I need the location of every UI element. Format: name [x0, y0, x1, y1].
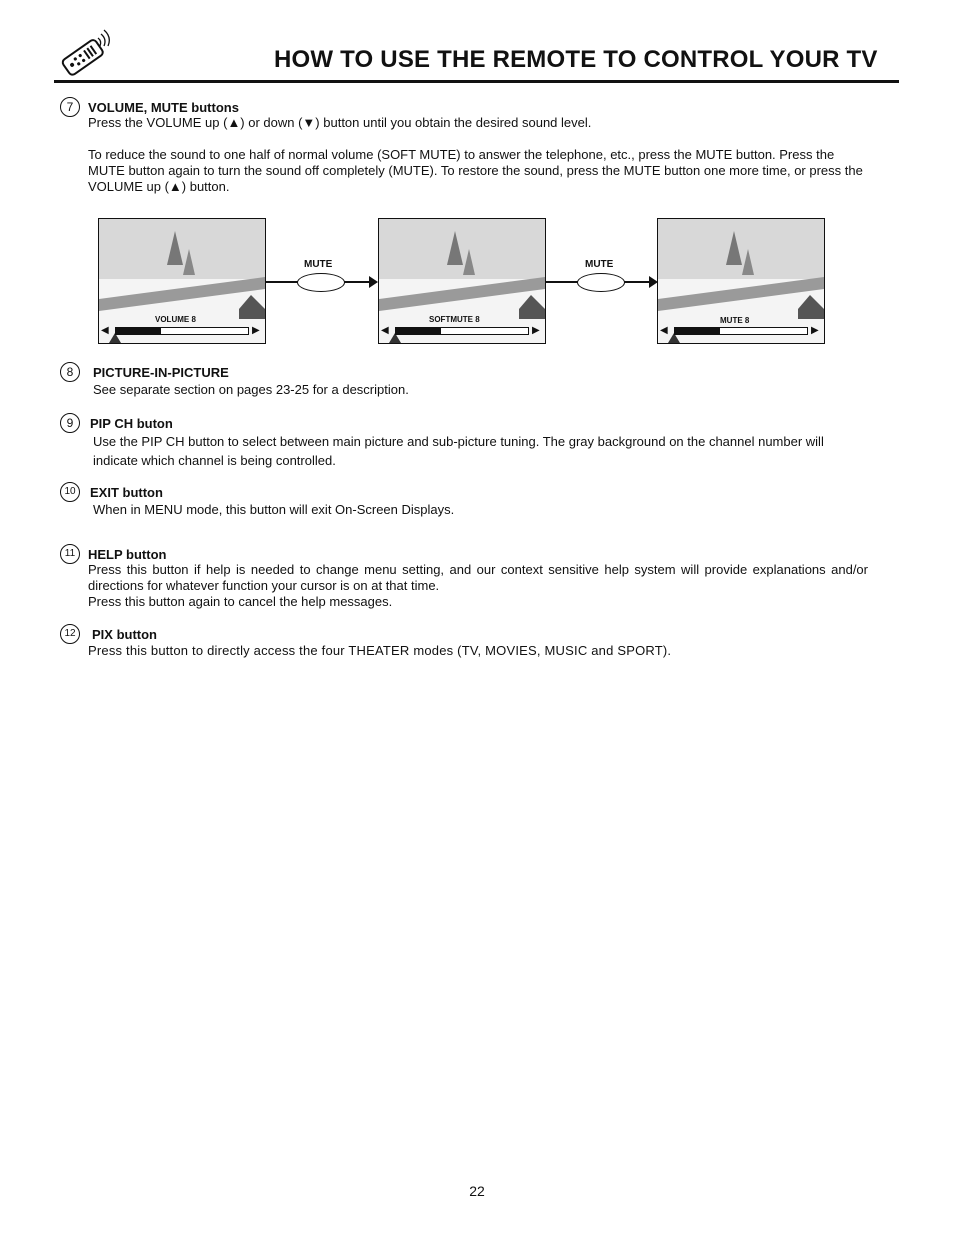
page-header: [54, 26, 899, 84]
osd-label: MUTE 8: [720, 316, 750, 325]
osd-level-fill: [396, 328, 441, 334]
tv-screen-mute: [657, 218, 825, 344]
section-number-badge: 10: [60, 482, 80, 502]
page-title: HOW TO USE THE REMOTE TO CONTROL YOUR TV: [274, 46, 878, 73]
section-body: [88, 115, 870, 195]
header-rule: [54, 80, 899, 83]
section-number-badge: 9: [60, 413, 80, 433]
section-body: [88, 643, 878, 659]
body-line: Press this button if help is needed to change menu setting, and our context sensitive help system will provide explanations and/or directions for whatever function your cursor is on at that time.: [88, 562, 868, 593]
osd-level-bar: [395, 327, 529, 335]
tv-screen-image: [99, 219, 265, 343]
tv-screen-image: [379, 219, 545, 343]
osd-right-arrow-icon: ▶: [252, 325, 260, 336]
osd-level-bar: [115, 327, 249, 335]
body-line: Use the PIP CH button to select between main picture and sub-picture tuning. The gray background on the channel number will indicate which channel is being controlled.: [93, 434, 824, 468]
section-body: [88, 562, 868, 610]
section-body: [93, 382, 873, 398]
section-heading: VOLUME, MUTE buttons: [88, 100, 239, 115]
arrow-head-icon: [369, 276, 378, 288]
osd-label: VOLUME 8: [155, 315, 196, 324]
body-line: When in MENU mode, this button will exit On-Screen Displays.: [93, 502, 455, 517]
section-heading: HELP button: [88, 547, 167, 562]
section-number-badge: 8: [60, 362, 80, 382]
osd-left-arrow-icon: ◀: [101, 325, 109, 336]
body-line: To reduce the sound to one half of normal volume (SOFT MUTE) to answer the telephone, etc., press the MUTE button. Press the MUTE button again to turn the sound off completely (MUTE). To restore the sound, press the MUTE button one more time, or press the VOLUME up (▲) button.: [88, 147, 863, 194]
body-line: See separate section on pages 23-25 for a description.: [93, 382, 409, 397]
section-number-badge: 7: [60, 97, 80, 117]
osd-label: SOFTMUTE 8: [429, 315, 480, 324]
osd-left-arrow-icon: ◀: [660, 325, 668, 336]
body-line: Press the VOLUME up (▲) or down (▼) button until you obtain the desired sound level.: [88, 115, 592, 130]
section-body: [93, 502, 873, 518]
section-heading: PIP CH buton: [90, 416, 173, 431]
mute-button-illustration: [297, 273, 345, 292]
remote-control-icon: [54, 26, 112, 80]
osd-right-arrow-icon: ▶: [532, 325, 540, 336]
mute-button-label: MUTE: [304, 259, 333, 270]
tv-screen-softmute: [378, 218, 546, 344]
section-body: [93, 432, 833, 470]
mute-button-label: MUTE: [585, 259, 614, 270]
osd-level-fill: [116, 328, 161, 334]
osd-left-arrow-icon: ◀: [381, 325, 389, 336]
tv-screen-volume: [98, 218, 266, 344]
section-number-badge: 12: [60, 624, 80, 644]
osd-level-fill: [675, 328, 720, 334]
body-line: Press this button again to cancel the help messages.: [88, 594, 393, 609]
osd-right-arrow-icon: ▶: [811, 325, 819, 336]
section-heading: EXIT button: [90, 485, 163, 500]
mute-button-illustration: [577, 273, 625, 292]
page-number: 22: [469, 1183, 485, 1199]
section-number-badge: 11: [60, 544, 80, 564]
body-line: Press this button to directly access the four THEATER modes (TV, MOVIES, MUSIC and SPORT).: [88, 643, 672, 658]
osd-level-bar: [674, 327, 808, 335]
section-heading: PICTURE-IN-PICTURE: [93, 365, 229, 380]
section-heading: PIX button: [92, 627, 157, 642]
